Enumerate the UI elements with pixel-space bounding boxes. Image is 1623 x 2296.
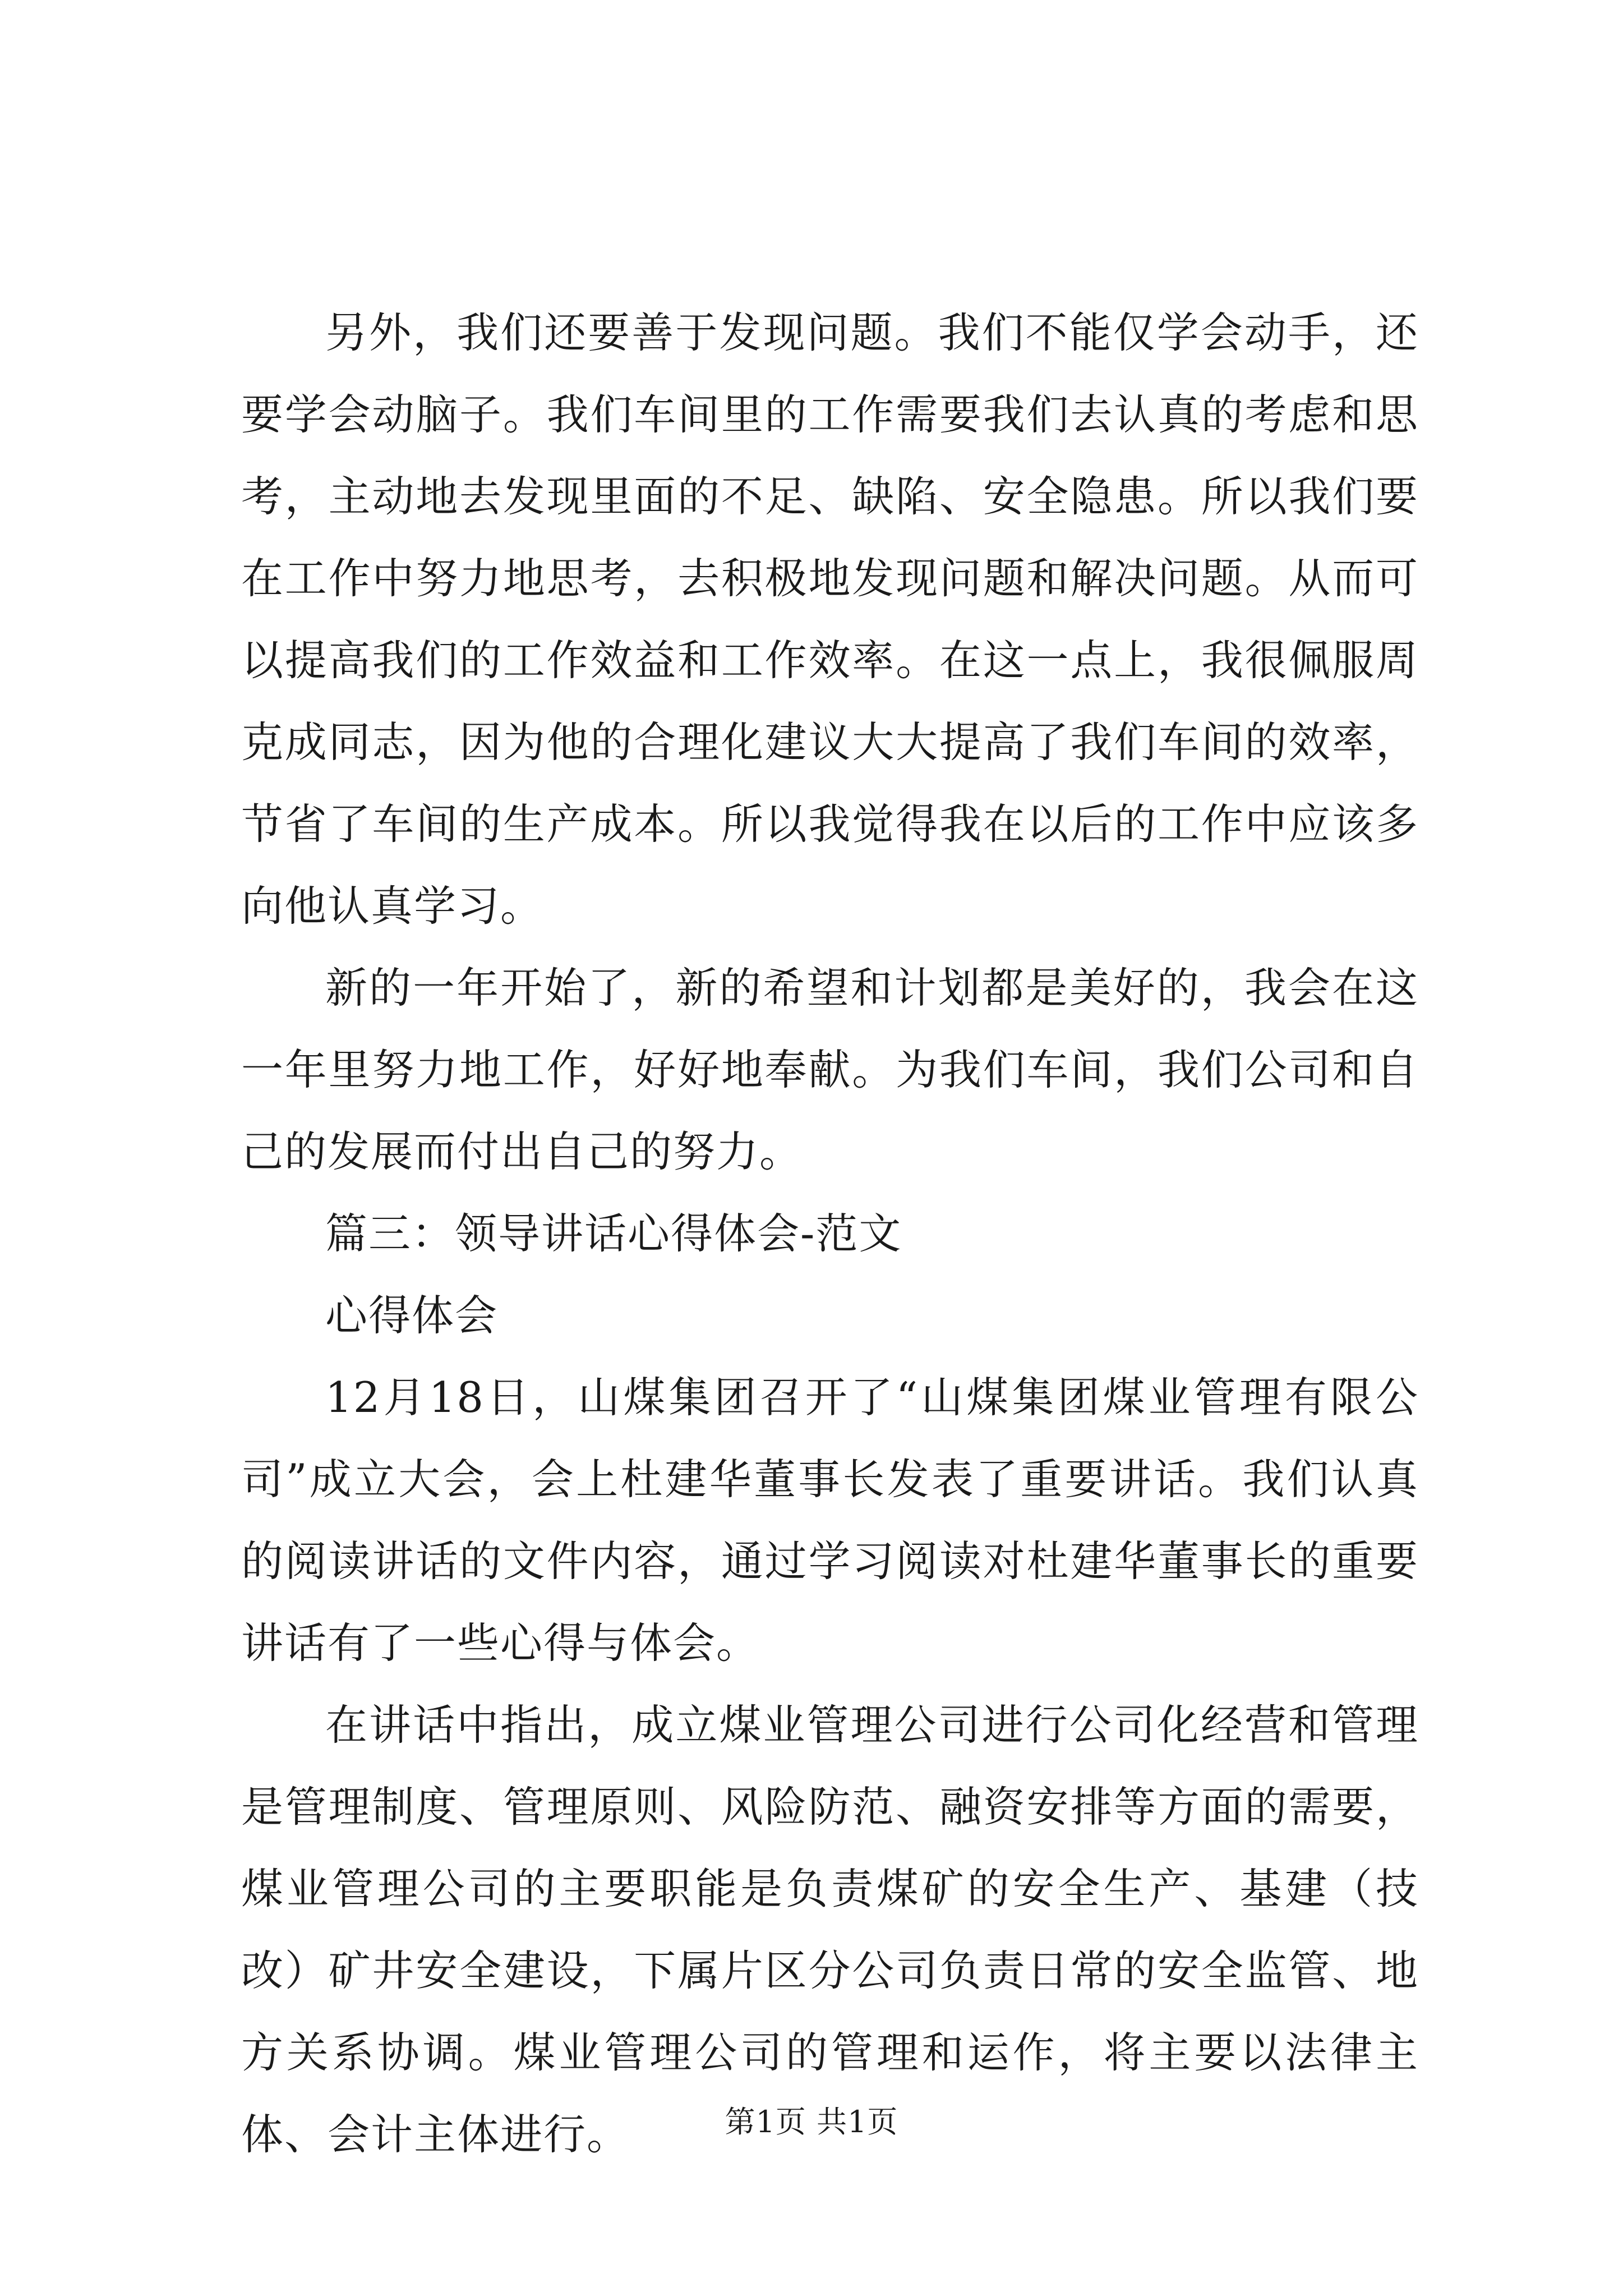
paragraph-meeting: 12月18日，山煤集团召开了“山煤集团煤业管理有限公司”成立大会，会上杜建华董事长发表了重要讲话。我们认真的阅读讲话的文件内容，通过学习阅读对杜建华董事长的重要讲话有了一些心得与体会。 xyxy=(241,1373,1419,1668)
paragraph-new-year: 新的一年开始了，新的希望和计划都是美好的，我会在这一年里努力地工作，好好地奉献。为我们车间，我们公司和自己的发展而付出自己的努力。 xyxy=(241,963,1419,1176)
subheading: 心得体会 xyxy=(325,1291,499,1340)
page-footer: 第1页 共1页 xyxy=(725,2104,898,2139)
paragraph-problem-finding: 另外，我们还要善于发现问题。我们不能仅学会动手，还要学会动脑子。我们车间里的工作需要我们去认真的考虑和思考，主动地去发现里面的不足、缺陷、安全隐患。所以我们要在工作中努力地思考，去积极地发现问题和解决问题。从而可以提高我们的工作效益和工作效率。在这一点上，我很佩服周克成同志，因为他的合理化建议大大提高了我们车间的效率，节省了车间的生产成本。所以我觉得我在以后的工作中应该多向他认真学习。 xyxy=(241,308,1419,931)
section-heading: 篇三：领导讲话心得体会-范文 xyxy=(325,1209,902,1258)
paragraph-speech-content: 在讲话中指出，成立煤业管理公司进行公司化经营和管理是管理制度、管理原则、风险防范、融资安排等方面的需要，煤业管理公司的主要职能是负责煤矿的安全生产、基建（技改）矿井安全建设，下属片区分公司负责日常的安全监管、地方关系协调。煤业管理公司的管理和运作，将主要以法律主体、会计主体进行。 xyxy=(241,1700,1419,2159)
document-body xyxy=(241,292,1419,2175)
